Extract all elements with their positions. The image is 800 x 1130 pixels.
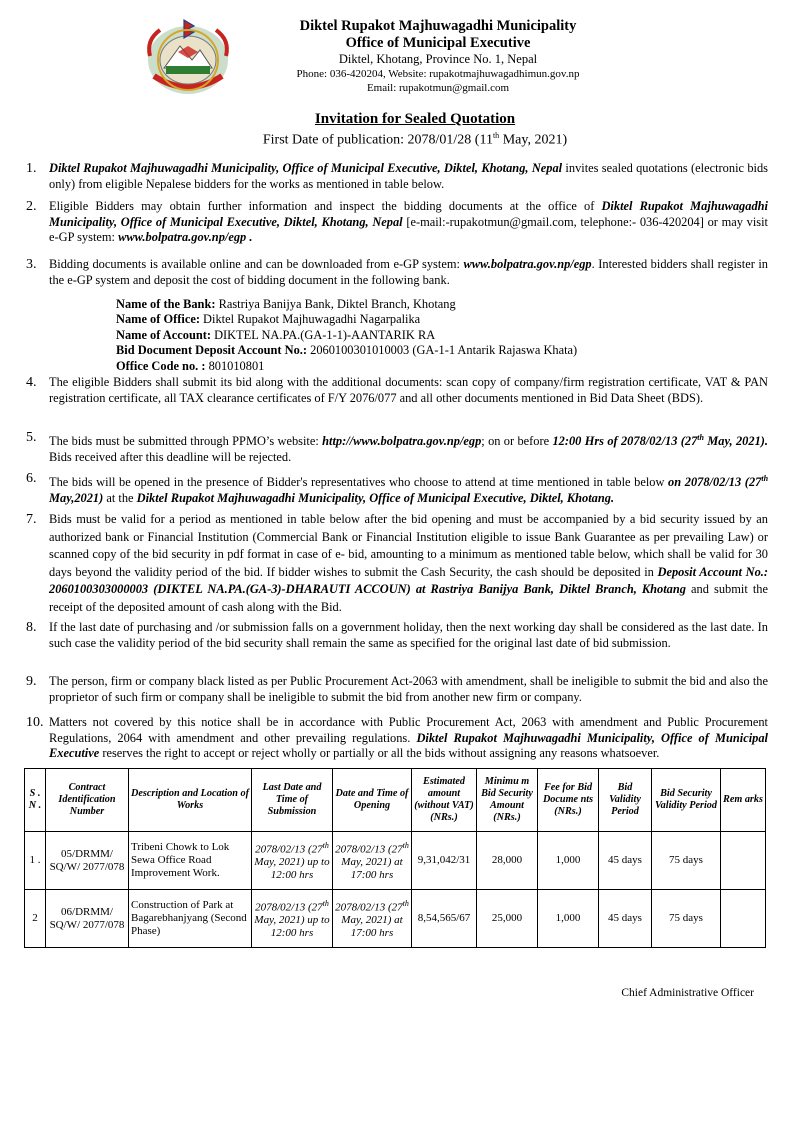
header-opening: Date and Time of Opening [333,769,412,832]
paragraph-7: 7. Bids must be valid for a period as mentioned in table below after the bid opening and must be accompanied by a bid security issued by an authorized bank or Financial Institution (Commercial Bank or Financial Institution eligible to issue Bank Guarantee as per prevailing Law) or scanned copy of the bid security in pdf format in case of e- bid, amounting to a minimum as mentioned table below, which shall be valid for 30 days beyond the validity period of the bid. If bidder wishes to submit the Cash Security, the cash should be deposited in Deposit Account No.: 2060100303000003 (DIKTEL NA.PA.(GA-3)-DHARAUTI ACCOUN) at Rastriya Banijya Bank, Diktel Branch, Khotang and submit the receipt of the deposited amount of cash along with the Bid. [26,512,768,614]
paragraph-number: 9. [26,674,37,689]
paragraph-5: 5. The bids must be submitted through PPMO’s website: http://www.bolpatra.gov.np/egp; on or before 12:00 Hrs of 2078/02/13 (27th May, 2021). Bids received after this deadline will be rejected. [26,430,768,464]
table-row: 1 . 05/DRMM/ SQ/W/ 2077/078 Tribeni Chowk to Lok Sewa Office Road Improvement Work. 2078/02/13 (27th May, 2021) up to 12:00 hrs 2078/02/13 (27th May, 2021) at 17:00 hrs 9,31,042/31 28,000 1,000 45 days 75 days [25,832,766,890]
email-info: Email: rupakotmun@gmail.com [366,82,510,94]
paragraph-number: 1. [26,161,37,176]
paragraph-number: 3. [26,257,37,272]
header-security: Minimu m Bid Security Amount (NRs.) [477,769,538,832]
egp-link[interactable]: www.bolpatra.gov.np/egp . [118,230,253,244]
municipality-name: Diktel Rupakot Majhuwagadhi Municipality [299,18,577,34]
header-validity: Bid Validity Period [599,769,652,832]
paragraph-3: 3. Bidding documents is available online and can be downloaded from e-GP system: www.bolpatra.gov.np/egp. Interested bidders shall register in the e-GP system and deposit the cost of bidding document in the following bank. [26,257,769,287]
paragraph-8: 8. If the last date of purchasing and /or submission falls on a government holiday, then the next working day shall be considered as the last date. In such case the validity period of the bid security shall remain the same as specified for the original last date of bid submission. [26,620,768,650]
table-header-row [25,769,766,832]
header-description: Description and Location of Works [129,769,252,832]
paragraph-6: 6. The bids will be opened in the presence of Bidder's representatives who choose to attend at time mentioned in table below on 2078/02/13 (27th May,2021) at the Diktel Rupakot Majhuwagadhi Municipality, Office of Municipal Executive, Diktel, Khotang. [26,471,769,505]
letterhead [0,18,800,95]
paragraph-number: 7. [26,512,37,527]
paragraph-number: 2. [26,199,37,214]
office-name: Office of Municipal Executive [345,35,531,51]
works-table [24,768,766,948]
notice-title: Invitation for Sealed Quotation [314,111,516,127]
address: Diktel, Khotang, Province No. 1, Nepal [338,52,538,66]
paragraph-number: 6. [26,471,37,486]
header-security-validity: Bid Security Validity Period [652,769,721,832]
signatory-title: Chief Administrative Officer [621,987,754,999]
paragraph-9: 9. The person, firm or company black listed as per Public Procurement Act-2063 with amendment, shall be ineligible to submit the bid and also the proprietor of such firm or company shall be ineligible to submit the bid from another new firm or company. [26,674,768,704]
header-fee: Fee for Bid Docume nts (NRs.) [538,769,599,832]
header-contract: Contract Identification Number [46,769,129,832]
header-estimated: Estimated amount (without VAT) (NRs.) [412,769,477,832]
bank-details: Name of the Bank: Rastriya Banijya Bank, Diktel Branch, Khotang Name of Office: Diktel Rupakot Majhuwagadhi Nagarpalika Name of Account: DIKTEL NA.PA.(GA-1-1)-AANTARIK RA Bid Document Deposit Account No.: 2060100301010003 (GA-1-1 Antarik Rajaswa Khata) Office Code no. : 801010801 [116,297,578,373]
table-row: 2 06/DRMM/ SQ/W/ 2077/078 Construction of Park at Bagarebhanjyang (Second Phase) 2078/02/13 (27th May, 2021) up to 12:00 hrs 2078/02/13 (27th May, 2021) at 17:00 hrs 8,54,565/67 25,000 1,000 45 days 75 days [25,890,766,948]
egp-link[interactable]: www.bolpatra.gov.np/egp [463,257,592,271]
paragraph-10: 10. Matters not covered by this notice shall be in accordance with Public Procurement Act, 2063 with amendment and Public Procurement Regulations, 2064 with amendment and other prevailing regulations. Diktel Rupakot Majhuwagadhi Municipality, Office of Municipal Executive reserves the right to accept or reject wholly or partially or all the bids without assigning any reasons whatsoever. [26,715,768,760]
header-remarks: Rem arks [721,769,766,832]
header-sn: S . N . [25,769,46,832]
paragraph-number: 8. [26,620,37,635]
header-last-date: Last Date and Time of Submission [252,769,333,832]
ppmo-link[interactable]: http://www.bolpatra.gov.np/egp [322,434,482,449]
paragraph-number: 5. [26,430,37,445]
paragraph-number: 4. [26,375,37,390]
paragraph-4: 4. The eligible Bidders shall submit its bid along with the additional documents: scan copy of company/firm registration certificate, VAT & PAN registration certificate, all TAX clearance certificates of F/Y 2076/077 and all other documents mentioned in Bid Data Sheet (BDS). [26,375,768,405]
contact-info: Phone: 036-420204, Website: rupakotmajhuwagadhimun.gov.np [296,68,580,80]
paragraph-1: 1. Diktel Rupakot Majhuwagadhi Municipality, Office of Municipal Executive, Diktel, Khotang, Nepal invites sealed quotations (electronic bids only) from eligible Nepalese bidders for the works as mentioned in table below. [26,161,768,191]
publication-date: First Date of publication: 2078/01/28 (11th May, 2021) [262,131,568,148]
paragraph-2: 2. Eligible Bidders may obtain further information and inspect the bidding documents at the office of Diktel Rupakot Majhuwagadhi Municipality, Office of Municipal Executive, Diktel, Khotang, Nepal [e-mail:-rupakotmun@gmail.com, telephone:- 036-420204] or may visit e-GP system: www.bolpatra.gov.np/egp . [26,199,768,244]
paragraph-number: 10. [26,715,44,730]
